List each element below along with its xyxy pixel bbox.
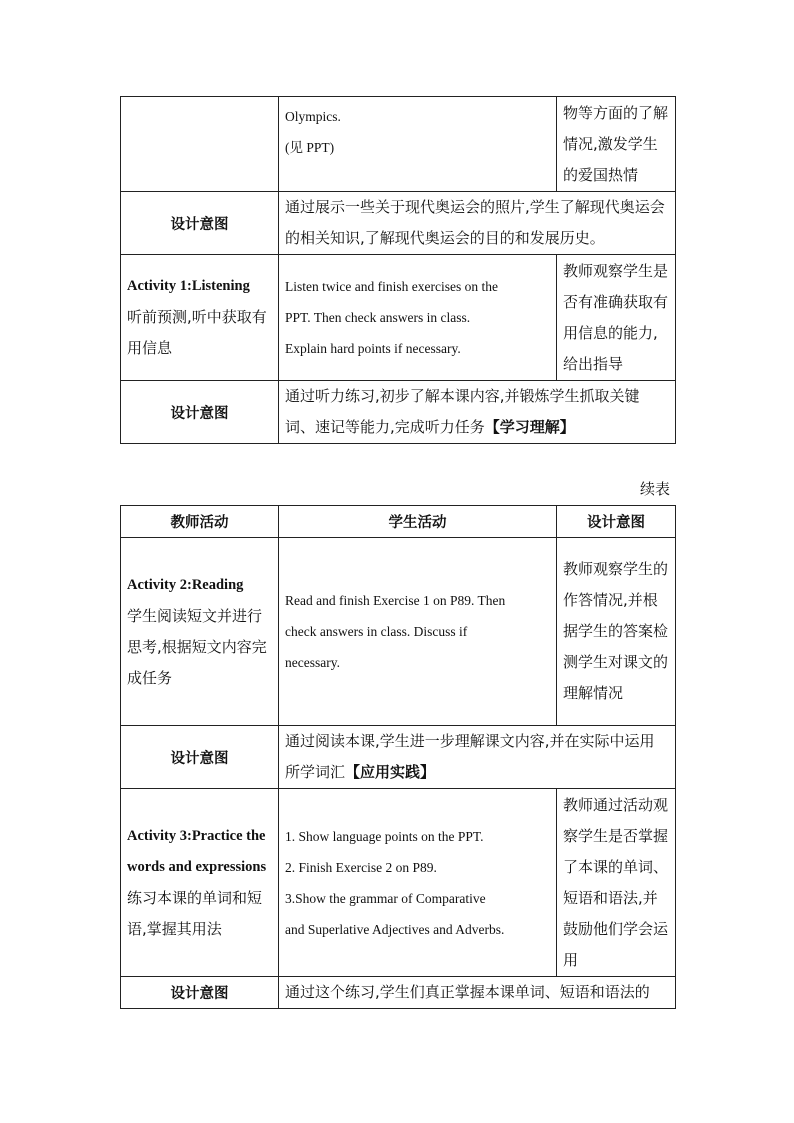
intent-cell: 教师观察学生是否有准确获取有用信息的能力,给出指导	[557, 255, 676, 381]
design-tag: 【学习理解】	[484, 418, 575, 436]
student-line: necessary.	[285, 655, 340, 670]
column-header: 教师活动	[121, 506, 279, 538]
table-row	[121, 977, 676, 1009]
design-text	[279, 381, 676, 444]
design-text	[279, 726, 676, 789]
table-row	[121, 192, 676, 255]
activity-title: Activity 1:Listening	[127, 278, 250, 294]
activity-subtitle: 听前预测,听中获取有用信息	[127, 308, 267, 357]
table-row	[121, 97, 676, 192]
teacher-cell	[121, 538, 279, 726]
student-line: Read and finish Exercise 1 on P89. Then	[285, 593, 506, 608]
activity-subtitle: 学生阅读短文并进行思考,根据短文内容完成任务	[127, 606, 267, 687]
continued-label: 续表	[640, 480, 671, 498]
student-cell	[279, 538, 557, 726]
column-header: 设计意图	[557, 506, 676, 538]
student-cell	[279, 789, 557, 977]
intent-cell: 教师观察学生的作答情况,并根据学生的答案检测学生对课文的理解情况	[557, 538, 676, 726]
student-line: and Superlative Adjectives and Adverbs.	[285, 921, 505, 937]
student-line: Explain hard points if necessary.	[285, 341, 461, 356]
student-line: 1. Show language points on the PPT.	[285, 828, 484, 844]
table-row	[121, 381, 676, 444]
student-line: (见 PPT)	[285, 140, 335, 155]
intent-cell: 物等方面的了解情况,激发学生的爱国热情	[557, 97, 676, 192]
column-header: 学生活动	[279, 506, 557, 538]
student-line: 2. Finish Exercise 2 on P89.	[285, 859, 437, 875]
lesson-table-2	[120, 505, 676, 1009]
design-text-body: 通过阅读本课,学生进一步理解课文内容,并在实际中运用所学词汇	[285, 732, 655, 781]
table-row	[121, 726, 676, 789]
activity-subtitle: 练习本课的单词和短语,掌握其用法	[127, 888, 263, 938]
student-line: Listen twice and finish exercises on the	[285, 279, 498, 294]
student-cell	[279, 97, 557, 192]
activity-title: Activity 3:Practice the words and expressions	[127, 827, 267, 875]
student-line: 3.Show the grammar of Comparative	[285, 890, 486, 906]
design-label: 设计意图	[121, 192, 279, 255]
teacher-cell	[121, 789, 279, 977]
intent-cell: 教师通过活动观察学生是否掌握了本课的单词、短语和语法,并鼓励他们学会运用	[557, 789, 676, 977]
table-row	[121, 789, 676, 977]
design-tag: 【应用实践】	[345, 763, 436, 781]
design-label: 设计意图	[121, 381, 279, 444]
design-label: 设计意图	[121, 977, 279, 1009]
student-line: PPT. Then check answers in class.	[285, 310, 471, 325]
lesson-table-1	[120, 96, 676, 444]
design-label: 设计意图	[121, 726, 279, 789]
design-text: 通过展示一些关于现代奥运会的照片,学生了解现代奥运会的相关知识,了解现代奥运会的目的和发展历史。	[279, 192, 676, 255]
activity-title: Activity 2:Reading	[127, 576, 244, 593]
table-row	[121, 255, 676, 381]
design-text: 通过这个练习,学生们真正掌握本课单词、短语和语法的	[279, 977, 676, 1009]
table-row	[121, 538, 676, 726]
teacher-cell	[121, 97, 279, 192]
student-line: check answers in class. Discuss if	[285, 624, 468, 639]
design-text-body: 通过听力练习,初步了解本课内容,并锻炼学生抓取关键词、速记等能力,完成听力任务	[285, 387, 640, 436]
header-row	[121, 506, 676, 538]
student-cell	[279, 255, 557, 381]
student-line: Olympics.	[285, 109, 341, 124]
teacher-cell	[121, 255, 279, 381]
